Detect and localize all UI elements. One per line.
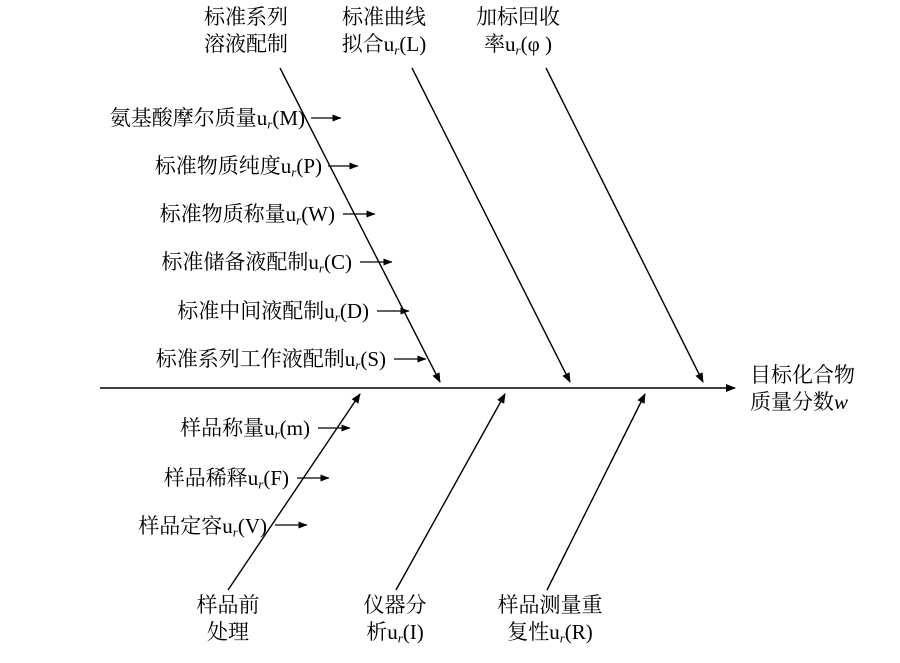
tail: (I) [402,620,424,644]
subscript: r [334,309,340,325]
branch-label-measurement-repeatability [470,592,630,652]
cause-working-solution-series-preparation: 标准系列工作液配制$u_r(S)$ [155,347,386,373]
subscript: r [267,116,273,132]
effect-label [750,362,900,416]
branch-label-line2: 处理 [207,620,249,644]
tail: (m) [279,416,310,440]
tail: (R) [564,620,593,644]
branch-label-standard-curve-fitting [316,4,452,64]
branch-label-line1: 仪器分 [363,593,427,617]
effect-label-line1: 目标化合物 [750,363,855,387]
branch-label-line1: 标准曲线 [342,5,426,29]
bone-spiked-recovery [546,68,703,382]
tail: (L) [399,32,427,56]
tail: (M) [272,106,305,130]
subscript: r [397,630,403,646]
branch-label-line2: 析$u_r(I)$ [366,620,424,646]
branch-label-line1: 样品测量重 [497,593,603,617]
branch-label-line2: 率$u_r(\varphi$ ) [484,32,552,58]
cause-sample-dilution: 样品稀释$u_r(F)$ [163,466,289,492]
branch-label-line2: 拟合$u_r(L)$ [341,32,427,58]
subscript: r [232,524,238,540]
subscript: r [559,630,565,646]
subscript: r [394,42,400,58]
tail: (V) [237,514,267,538]
tail: (W) [301,202,335,226]
tail: (F) [263,466,289,490]
cause-intermediate-solution-preparation: 标准中间液配制$u_r(D)$ [177,299,369,325]
effect-label-line2: 质量分数w [750,390,849,414]
subscript: r [291,164,297,180]
branch-label-line2: 复性$u_r(R)$ [507,620,593,646]
subscript: r [296,212,302,228]
branch-label-line1: 样品前 [196,593,260,617]
cause-amino-acid-molar-mass: 氨基酸摩尔质量$u_r(M)$ [109,106,305,132]
branch-label-line1: 标准系列 [204,5,288,29]
branch-label-standard-series-solution [178,4,314,58]
subscript: r [355,357,361,373]
branch-label-line1: 加标回收 [476,5,560,29]
branch-label-sample-pretreatment [160,592,296,646]
subscript: r [515,42,521,58]
tail: (D) [339,299,369,323]
cause-sample-weighing: 样品称量$u_r(m)$ [180,416,310,442]
bone-measurement-repeatability [547,394,645,590]
subscript: r [274,426,280,442]
tail: (P) [296,154,322,178]
cause-sample-volume-fixing: 样品定容$u_r(V)$ [138,514,267,540]
branch-label-line2: 溶液配制 [204,32,288,56]
cause-reference-material-weighing: 标准物质称量$u_r(W)$ [159,202,335,228]
tail: (C) [324,250,352,274]
tail: (S) [360,347,386,371]
cause-stock-solution-preparation: 标准储备液配制$u_r(C)$ [161,250,352,276]
tail: (φ ) [520,32,552,56]
subscript: r [258,476,264,492]
branch-label-spiked-recovery [450,4,586,64]
cause-reference-material-purity: 标准物质纯度$u_r(P)$ [154,154,322,180]
subscript: r [318,260,324,276]
bone-instrument-analysis [396,394,505,590]
branch-label-instrument-analysis [330,592,460,652]
bone-standard-curve-fitting [412,68,570,382]
